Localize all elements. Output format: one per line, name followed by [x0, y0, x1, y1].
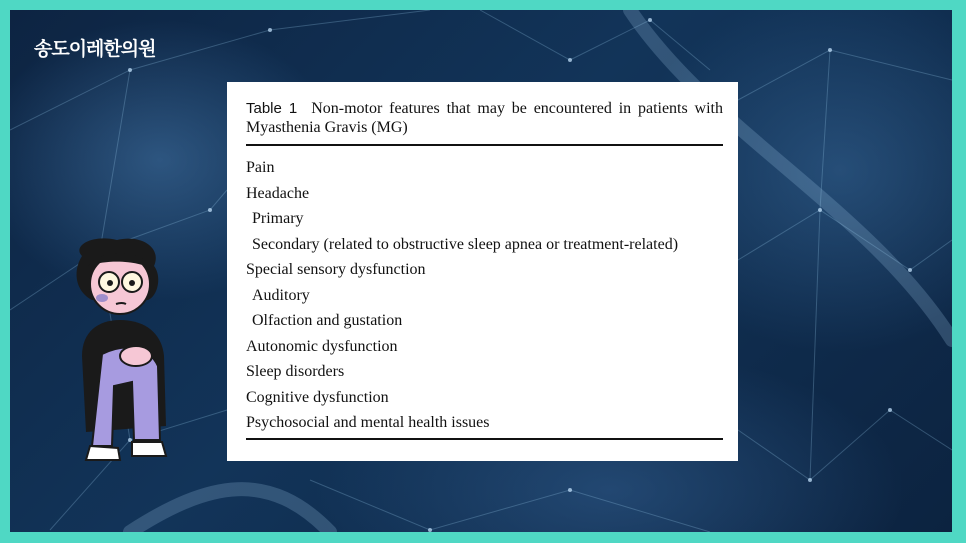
- table-caption: [246, 99, 723, 137]
- table-row: Special sensory dysfunction: [246, 261, 426, 278]
- background-frame: [10, 10, 952, 532]
- table-row: Headache: [246, 184, 310, 202]
- table-row: Secondary (related to obstructive sleep apnea or treatment-related): [252, 235, 679, 253]
- table-row: Autonomic dysfunction: [246, 337, 398, 355]
- table-row: Primary: [252, 210, 304, 227]
- table-title: Non-motor features that may be encountered in patients with Myasthenia Gravis (MG): [246, 100, 723, 136]
- clinic-logo: 송도이레한의원: [34, 38, 156, 60]
- table-row: Sleep disorders: [246, 363, 345, 380]
- table-row: Psychosocial and mental health issues: [246, 414, 490, 431]
- sitting-person-illustration: [62, 236, 182, 466]
- table-row: Auditory: [252, 286, 310, 304]
- table-top-rule: [246, 144, 723, 146]
- table-row: Pain: [246, 159, 275, 176]
- table-rows: [246, 155, 723, 436]
- table-bottom-rule: [246, 438, 723, 440]
- table-number: Table 1: [246, 100, 298, 117]
- table-row: Olfaction and gustation: [252, 312, 403, 329]
- table-row: Cognitive dysfunction: [246, 388, 389, 406]
- table-card: [227, 82, 738, 461]
